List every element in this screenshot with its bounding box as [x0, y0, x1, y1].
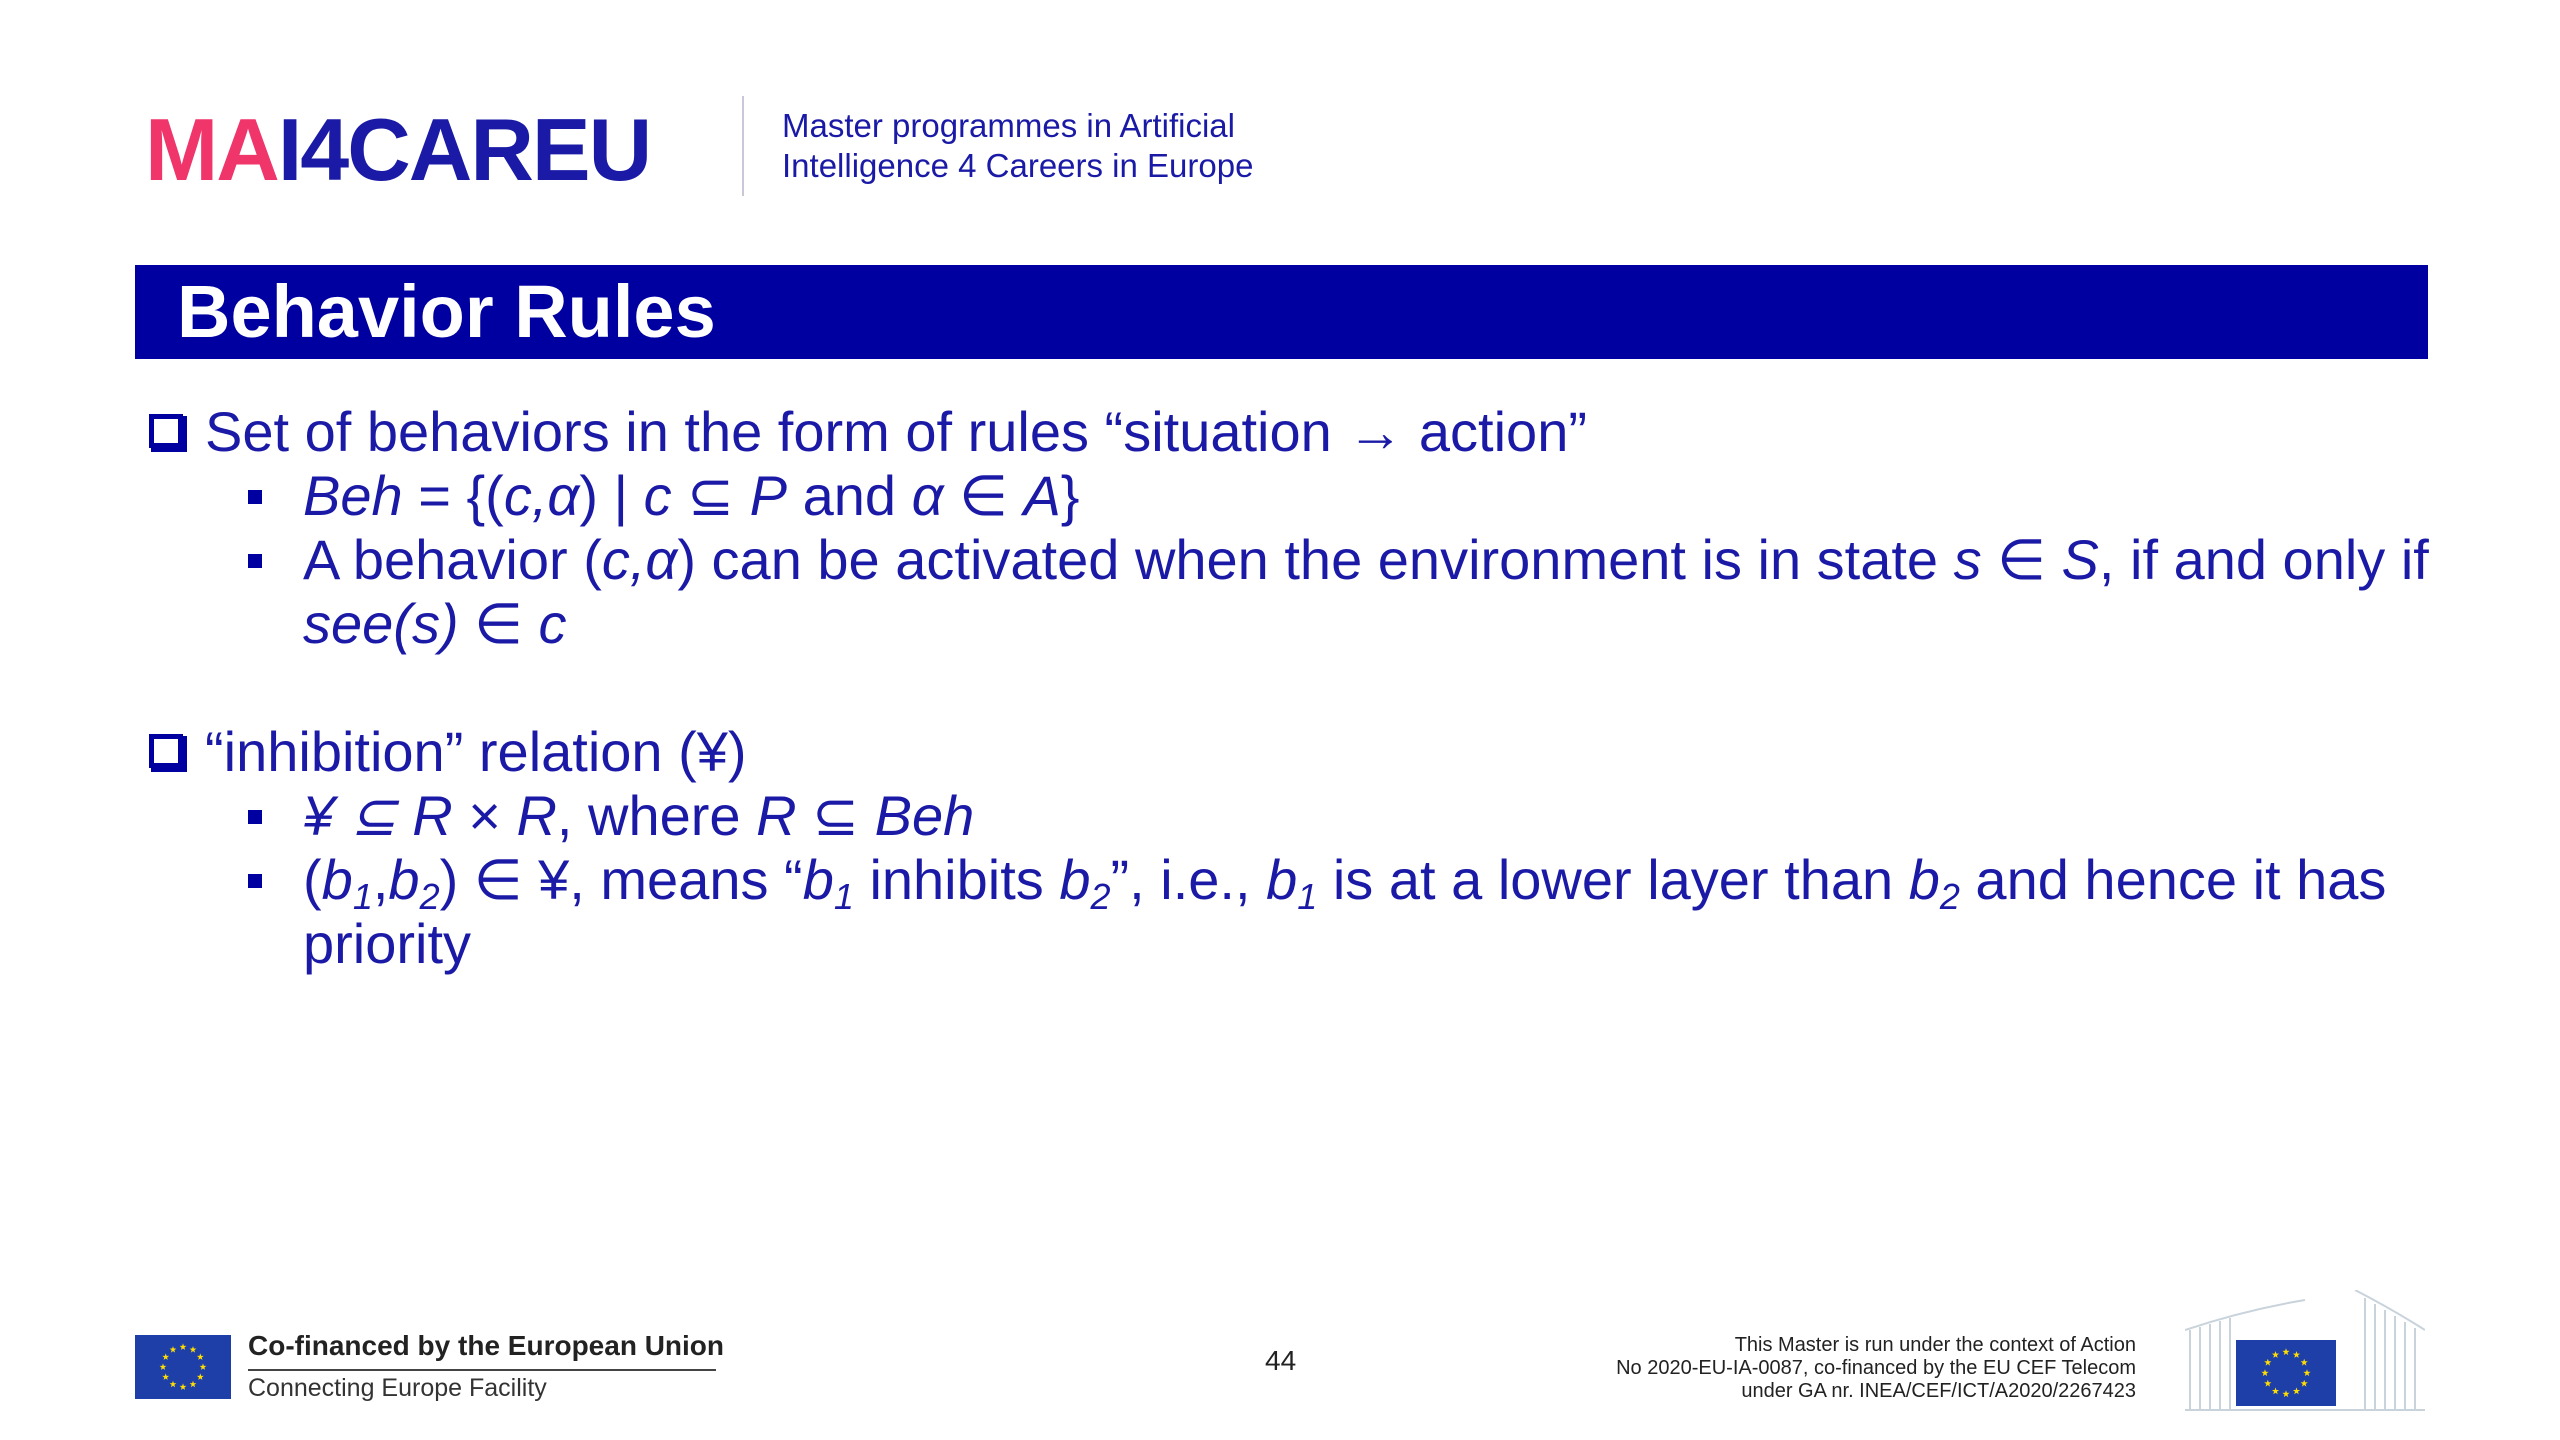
sub-bullet-inhibits-meaning — [145, 848, 2445, 976]
math-subscript: 2 — [1090, 876, 1111, 917]
square-bullet-icon — [248, 874, 262, 888]
math-subscript: 2 — [419, 876, 440, 917]
checkbox-bullet-icon — [149, 414, 183, 448]
math-subscript: 2 — [1939, 876, 1960, 917]
bullet-text: “inhibition” relation (¥) — [205, 720, 747, 783]
footer-divider — [248, 1369, 716, 1371]
math-b: b — [1908, 848, 1940, 911]
header-divider — [742, 96, 744, 196]
math-b: b — [1266, 848, 1298, 911]
sub-bullet-beh-definition — [145, 464, 2445, 528]
square-bullet-icon — [248, 490, 262, 504]
math-p: P — [749, 464, 788, 527]
math-b: b — [802, 848, 834, 911]
eu-flag-icon — [135, 1335, 231, 1399]
slide-body — [145, 400, 2445, 976]
bullet-text: Set of behaviors in the form of rules “situation → action” — [205, 400, 1587, 463]
math-beh: Beh — [874, 784, 975, 847]
text-segment: ) can be activated when the environment is in state — [677, 528, 1954, 591]
text-segment: ⊆ — [796, 784, 875, 847]
math-see-s: see(s) — [303, 592, 459, 655]
text-segment: ) | — [579, 464, 644, 527]
text-segment: , — [372, 848, 389, 911]
checkbox-bullet-icon — [149, 734, 183, 768]
slide-title: Behavior Rules — [177, 270, 716, 353]
text-segment: is at a lower layer than — [1317, 848, 1909, 911]
math-c: c — [643, 464, 672, 527]
text-segment: } — [1060, 464, 1080, 527]
text-segment: A behavior ( — [303, 528, 602, 591]
text-segment: , where — [556, 784, 757, 847]
text-segment: ⊆ — [671, 464, 750, 527]
text-segment: ∈ — [1981, 528, 2062, 591]
text-segment: inhibits — [853, 848, 1060, 911]
bullet-inhibition — [145, 720, 2445, 784]
cofinanced-title: Co-financed by the European Union — [248, 1330, 725, 1361]
text-segment: , if and only if — [2098, 528, 2429, 591]
sub-bullet-activation — [145, 528, 2445, 656]
page-number: 44 — [1265, 1345, 1297, 1376]
math-subscript: 1 — [1297, 876, 1318, 917]
mai4careu-logo — [145, 100, 650, 200]
math-r: R — [412, 784, 453, 847]
text-segment: = {( — [402, 464, 504, 527]
square-bullet-icon — [248, 554, 262, 568]
math-r: R — [756, 784, 797, 847]
text-segment: ∈ — [458, 592, 539, 655]
math-b: b — [388, 848, 420, 911]
text-segment: ( — [303, 848, 322, 911]
cofinanced-subtitle: Connecting Europe Facility — [248, 1374, 547, 1402]
math-c-alpha: c,α — [503, 464, 580, 527]
tagline-line-2: Intelligence 4 Careers in Europe — [782, 147, 1254, 184]
text-segment: ∈ — [943, 464, 1024, 527]
math-yen-subset: ¥ ⊆ — [303, 784, 413, 847]
math-b: b — [1059, 848, 1091, 911]
eu-flag-icon — [2236, 1340, 2336, 1406]
square-bullet-icon — [248, 810, 262, 824]
math-subscript: 1 — [352, 876, 373, 917]
text-segment: and hence it has priority — [303, 848, 2387, 975]
text-segment: × — [452, 784, 517, 847]
action-disclaimer — [1616, 1334, 2136, 1403]
action-line-2: No 2020-EU-IA-0087, co-financed by the EU CEF Telecom — [1616, 1357, 2136, 1379]
spacer — [145, 656, 2445, 720]
logo-text-ma: MA — [145, 100, 278, 199]
title-bar — [135, 265, 2428, 359]
text-segment: and — [787, 464, 912, 527]
bullet-behaviors — [145, 400, 2445, 464]
math-a: A — [1023, 464, 1061, 527]
math-beh: Beh — [303, 464, 403, 527]
tagline-line-1: Master programmes in Artificial — [782, 107, 1235, 144]
action-line-3: under GA nr. INEA/CEF/ICT/A2020/2267423 — [1741, 1380, 2136, 1402]
logo-text-eu: EU — [531, 100, 651, 199]
math-s-set: S — [2061, 528, 2099, 591]
sub-bullet-inhibition-definition — [145, 784, 2445, 848]
math-c-alpha: c,α — [601, 528, 678, 591]
math-c: c — [538, 592, 567, 655]
text-segment: ) ∈ ¥, means “ — [439, 848, 803, 911]
math-r: R — [516, 784, 557, 847]
math-alpha: α — [911, 464, 944, 527]
math-s: s — [1953, 528, 1982, 591]
programme-tagline — [782, 106, 1253, 186]
math-subscript: 1 — [833, 876, 854, 917]
logo-text-i4car: I4CAR — [277, 100, 532, 199]
action-line-1: This Master is run under the context of Action — [1734, 1334, 2136, 1356]
math-b: b — [321, 848, 353, 911]
text-segment: ”, i.e., — [1110, 848, 1267, 911]
